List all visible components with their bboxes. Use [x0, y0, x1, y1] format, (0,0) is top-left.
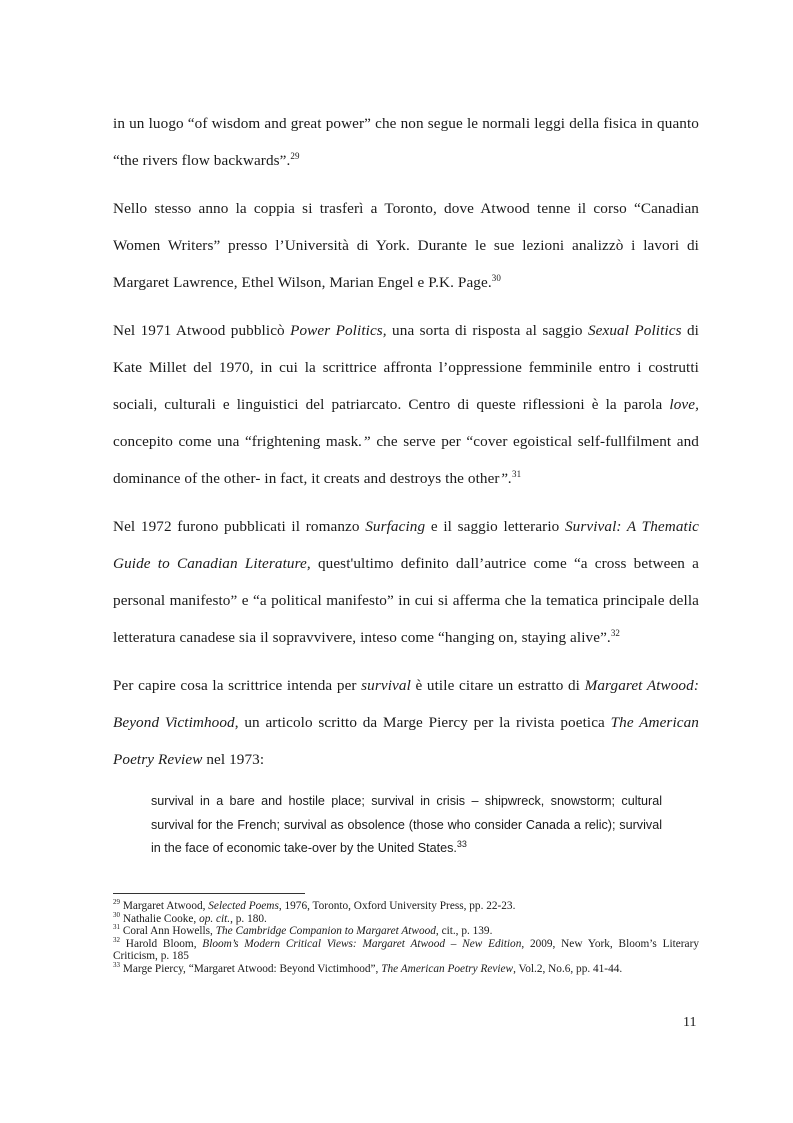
book-title-sexual-politics: Sexual Politics — [587, 322, 682, 339]
paragraph-text: Nel 1971 Atwood pubblicò — [113, 322, 291, 339]
quote-text: survival in a bare and hostile place; survival in crisis – shipwreck, snowstorm; cultural survival for the French; survival as obsolence (those who consider Canada a relic); survival in the face of economic take-over by the United States. — [151, 794, 662, 855]
footnote-29 — [113, 900, 699, 913]
paragraph-5 — [113, 667, 699, 778]
closing-quote: .” — [358, 433, 371, 450]
footnote-number: 30 — [113, 910, 120, 919]
paragraph-text: Nello stesso anno la coppia si trasferì a Toronto, dove Atwood tenne il corso “Canadian Women Writers” presso l’Università di York. Durante le sue lezioni analizzò i lavori di Margaret Lawrence, Ethel Wilson, Marian Engel e P.K. Page. — [113, 200, 699, 291]
footnote-32 — [113, 938, 699, 963]
paragraph-text: , un articolo scritto da Marge Piercy per la rivista poetica — [234, 714, 611, 731]
paragraph-text: di Kate Millet del 1970, in cui la scrittrice affronta l’oppressione femminile entro i costrutti sociali, culturali e linguistici del patriarcato. Centro di queste riflessioni è la parola — [113, 322, 699, 413]
footnote-title: op. cit. — [199, 912, 231, 925]
page-number: 11 — [683, 1015, 697, 1030]
paragraph-2 — [113, 190, 699, 301]
footnote-number: 29 — [113, 898, 120, 907]
paragraph-text: , quest'ultimo definito dall’autrice come “a cross between a personal manifesto” e “a political manifesto” in cui si afferma che la tematica principale della letteratura canadese sia il sopravvivere, inteso come “hanging on, staying alive”. — [113, 555, 699, 646]
footnote-title: The American Poetry Review — [381, 962, 514, 975]
paragraph-text: in un luogo “of wisdom and great power” che non segue le normali leggi della fisica in quanto “the rivers flow backwards”. — [113, 115, 699, 169]
paragraph-3 — [113, 312, 699, 497]
footnote-number: 31 — [113, 923, 120, 932]
paragraph-text: che serve per “cover egoistical self-fullfilment and dominance of the other- in fact, it creats and destroys the other — [113, 433, 699, 487]
footnote-text: Nathalie Cooke, — [120, 912, 200, 925]
block-quote — [151, 790, 662, 861]
paragraph-text: concepito come una “frightening mask — [113, 433, 359, 450]
paragraph-text: Per capire cosa la scrittrice intenda per — [113, 677, 362, 694]
paragraph-1 — [113, 105, 699, 179]
paragraph-text: una sorta di risposta al saggio — [386, 322, 588, 339]
footnote-text: Marge Piercy, “Margaret Atwood: Beyond Victimhood”, — [120, 962, 382, 975]
paragraph-4 — [113, 508, 699, 656]
emphasis-survival: survival — [361, 677, 411, 694]
footnote-text: Coral Ann Howells, — [120, 925, 216, 938]
footnote-text: , 1976, Toronto, Oxford University Press, pp. 22-23. — [278, 900, 516, 912]
paragraph-text: nel 1973: — [202, 751, 265, 768]
footnote-ref-33[interactable]: 33 — [456, 838, 467, 849]
article-title: Margaret Atwood: Beyond Victimhood — [113, 677, 699, 731]
footnote-31 — [113, 925, 699, 938]
closing-quote: ”. — [499, 470, 513, 487]
footnote-title: Bloom’s Modern Critical Views: Margaret Atwood – New Edition — [202, 937, 522, 950]
footnote-text: Margaret Atwood, — [120, 900, 209, 912]
footnote-30 — [113, 910, 699, 926]
paragraph-text: è utile citare un estratto di — [410, 677, 585, 694]
footnote-separator — [113, 893, 305, 894]
footnote-ref-32[interactable]: 32 — [610, 627, 621, 638]
footnote-title: Selected Poems — [208, 900, 279, 912]
footnote-number: 33 — [113, 961, 120, 970]
footnote-ref-31[interactable]: 31 — [512, 468, 522, 479]
journal-title: The American Poetry Review — [113, 714, 699, 768]
footnote-text: , Vol.2, No.6, pp. 41-44. — [513, 962, 623, 975]
book-title-surfacing: Surfacing — [365, 518, 426, 535]
footnote-number: 32 — [113, 936, 120, 945]
footnote-text: , 2009, New York, Bloom’s Literary Criticism, p. 185 — [113, 937, 699, 963]
footnote-33 — [113, 963, 699, 976]
footnote-text: , cit., p. 139. — [435, 925, 493, 938]
book-title-survival: Survival: A Thematic Guide to Canadian Literature — [113, 518, 700, 572]
footnote-text: Harold Bloom, — [120, 937, 203, 950]
book-title-power-politics: Power Politics, — [290, 322, 387, 339]
emphasis-love: love, — [669, 396, 699, 413]
footnotes — [113, 900, 699, 976]
footnote-title: The Cambridge Companion to Margaret Atwood — [215, 925, 436, 938]
footnote-ref-29[interactable]: 29 — [290, 150, 300, 161]
paragraph-text: Nel 1972 furono pubblicati il romanzo — [113, 518, 366, 535]
paragraph-text: e il saggio letterario — [425, 518, 565, 535]
footnote-text: , p. 180. — [230, 912, 267, 925]
footnote-ref-30[interactable]: 30 — [491, 272, 501, 283]
